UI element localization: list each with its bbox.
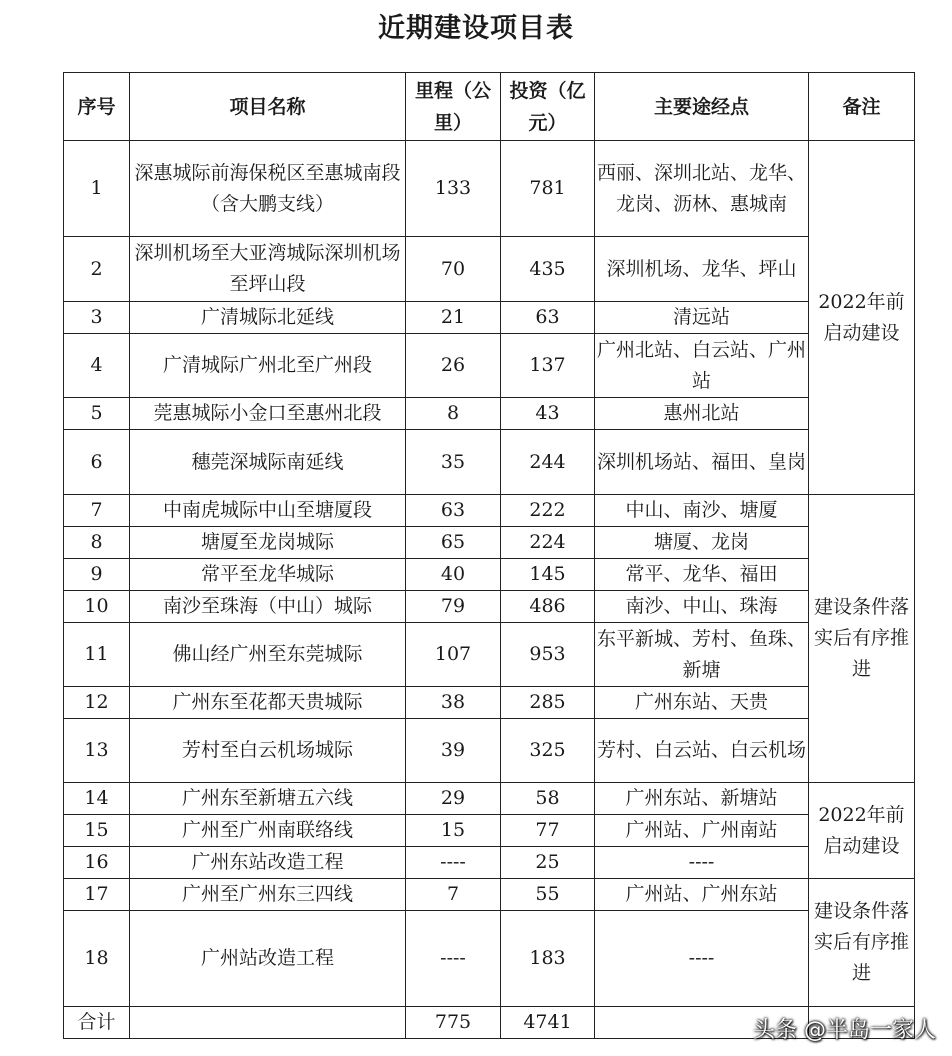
project-table [63, 72, 915, 1039]
row-no: 2 [64, 237, 130, 302]
row-route: ---- [595, 911, 809, 1007]
row-name: 广州站改造工程 [130, 911, 406, 1007]
row-invest: 183 [501, 911, 595, 1007]
row-no: 5 [64, 398, 130, 430]
header-no: 序号 [64, 73, 130, 141]
row-length: ---- [406, 847, 501, 879]
row-name: 广清城际北延线 [130, 302, 406, 334]
row-no: 6 [64, 430, 130, 495]
row-name: 广州至广州南联络线 [130, 815, 406, 847]
row-name: 广州东至新塘五六线 [130, 783, 406, 815]
row-no: 9 [64, 559, 130, 591]
row-length: 35 [406, 430, 501, 495]
header-length: 里程（公里） [406, 73, 501, 141]
row-route: 塘厦、龙岗 [595, 527, 809, 559]
row-no: 1 [64, 141, 130, 237]
page-title: 近期建设项目表 [378, 13, 574, 44]
row-no: 15 [64, 815, 130, 847]
table-row [64, 815, 915, 847]
row-invest: 63 [501, 302, 595, 334]
row-length: 40 [406, 559, 501, 591]
note-cell: 建设条件落实后有序推进 [809, 495, 915, 783]
row-length: 15 [406, 815, 501, 847]
row-invest: 145 [501, 559, 595, 591]
row-no: 17 [64, 879, 130, 911]
row-invest: 953 [501, 623, 595, 687]
table-row [64, 559, 915, 591]
row-route: 深圳机场、龙华、坪山 [595, 237, 809, 302]
row-name: 广州东至花都天贵城际 [130, 687, 406, 719]
row-length: 8 [406, 398, 501, 430]
total-length: 775 [406, 1007, 501, 1039]
row-route: 常平、龙华、福田 [595, 559, 809, 591]
row-length: ---- [406, 911, 501, 1007]
table-row [64, 591, 915, 623]
note-cell: 2022年前启动建设 [809, 141, 915, 495]
row-length: 65 [406, 527, 501, 559]
row-name: 广州东站改造工程 [130, 847, 406, 879]
row-length: 7 [406, 879, 501, 911]
row-name: 广清城际广州北至广州段 [130, 334, 406, 398]
row-length: 26 [406, 334, 501, 398]
row-name: 深惠城际前海保税区至惠城南段（含大鹏支线） [130, 141, 406, 237]
row-route: 南沙、中山、珠海 [595, 591, 809, 623]
row-invest: 77 [501, 815, 595, 847]
header-row [64, 73, 915, 141]
header-route: 主要途经点 [595, 73, 809, 141]
row-invest: 137 [501, 334, 595, 398]
table-row [64, 879, 915, 911]
row-invest: 244 [501, 430, 595, 495]
row-invest: 43 [501, 398, 595, 430]
note-cell: 2022年前启动建设 [809, 783, 915, 879]
row-name: 广州至广州东三四线 [130, 879, 406, 911]
row-route: 广州东站、天贵 [595, 687, 809, 719]
table-row [64, 527, 915, 559]
header-note: 备注 [809, 73, 915, 141]
row-route: 清远站 [595, 302, 809, 334]
row-invest: 781 [501, 141, 595, 237]
row-invest: 486 [501, 591, 595, 623]
header-name: 项目名称 [130, 73, 406, 141]
row-route: 广州北站、白云站、广州站 [595, 334, 809, 398]
row-invest: 55 [501, 879, 595, 911]
row-no: 8 [64, 527, 130, 559]
row-name: 中南虎城际中山至塘厦段 [130, 495, 406, 527]
table-row [64, 302, 915, 334]
row-route: 广州东站、新塘站 [595, 783, 809, 815]
row-no: 14 [64, 783, 130, 815]
row-invest: 222 [501, 495, 595, 527]
row-length: 29 [406, 783, 501, 815]
row-length: 21 [406, 302, 501, 334]
row-no: 18 [64, 911, 130, 1007]
table-row [64, 847, 915, 879]
row-no: 7 [64, 495, 130, 527]
table-row [64, 911, 915, 1007]
table-row [64, 495, 915, 527]
row-length: 63 [406, 495, 501, 527]
row-route: 惠州北站 [595, 398, 809, 430]
row-invest: 435 [501, 237, 595, 302]
row-no: 3 [64, 302, 130, 334]
row-name: 塘厦至龙岗城际 [130, 527, 406, 559]
row-route: 芳村、白云站、白云机场 [595, 719, 809, 783]
row-name: 芳村至白云机场城际 [130, 719, 406, 783]
total-invest: 4741 [501, 1007, 595, 1039]
row-invest: 25 [501, 847, 595, 879]
row-length: 38 [406, 687, 501, 719]
row-route: 深圳机场站、福田、皇岗 [595, 430, 809, 495]
header-invest: 投资（亿元） [501, 73, 595, 141]
table-row [64, 237, 915, 302]
row-no: 4 [64, 334, 130, 398]
note-cell: 建设条件落实后有序推进 [809, 879, 915, 1007]
row-length: 107 [406, 623, 501, 687]
table-row [64, 623, 915, 687]
watermark: 头条 @半岛一家人 [753, 1018, 936, 1043]
row-length: 70 [406, 237, 501, 302]
row-no: 10 [64, 591, 130, 623]
row-length: 39 [406, 719, 501, 783]
row-route: ---- [595, 847, 809, 879]
table-row [64, 687, 915, 719]
row-name: 莞惠城际小金口至惠州北段 [130, 398, 406, 430]
row-no: 16 [64, 847, 130, 879]
row-invest: 224 [501, 527, 595, 559]
total-label: 合计 [64, 1007, 130, 1039]
row-name: 常平至龙华城际 [130, 559, 406, 591]
table-row [64, 398, 915, 430]
row-no: 12 [64, 687, 130, 719]
table-row [64, 334, 915, 398]
row-route: 东平新城、芳村、鱼珠、新塘 [595, 623, 809, 687]
row-route: 西丽、深圳北站、龙华、龙岗、沥林、惠城南 [595, 141, 809, 237]
total-name-empty [130, 1007, 406, 1039]
row-route: 中山、南沙、塘厦 [595, 495, 809, 527]
row-length: 133 [406, 141, 501, 237]
row-no: 13 [64, 719, 130, 783]
row-invest: 58 [501, 783, 595, 815]
row-route: 广州站、广州南站 [595, 815, 809, 847]
table-row [64, 141, 915, 237]
table-row [64, 430, 915, 495]
row-invest: 325 [501, 719, 595, 783]
row-name: 穗莞深城际南延线 [130, 430, 406, 495]
row-name: 佛山经广州至东莞城际 [130, 623, 406, 687]
row-invest: 285 [501, 687, 595, 719]
row-route: 广州站、广州东站 [595, 879, 809, 911]
row-length: 79 [406, 591, 501, 623]
table-row [64, 719, 915, 783]
row-no: 11 [64, 623, 130, 687]
table-row [64, 783, 915, 815]
row-name: 南沙至珠海（中山）城际 [130, 591, 406, 623]
row-name: 深圳机场至大亚湾城际深圳机场至坪山段 [130, 237, 406, 302]
